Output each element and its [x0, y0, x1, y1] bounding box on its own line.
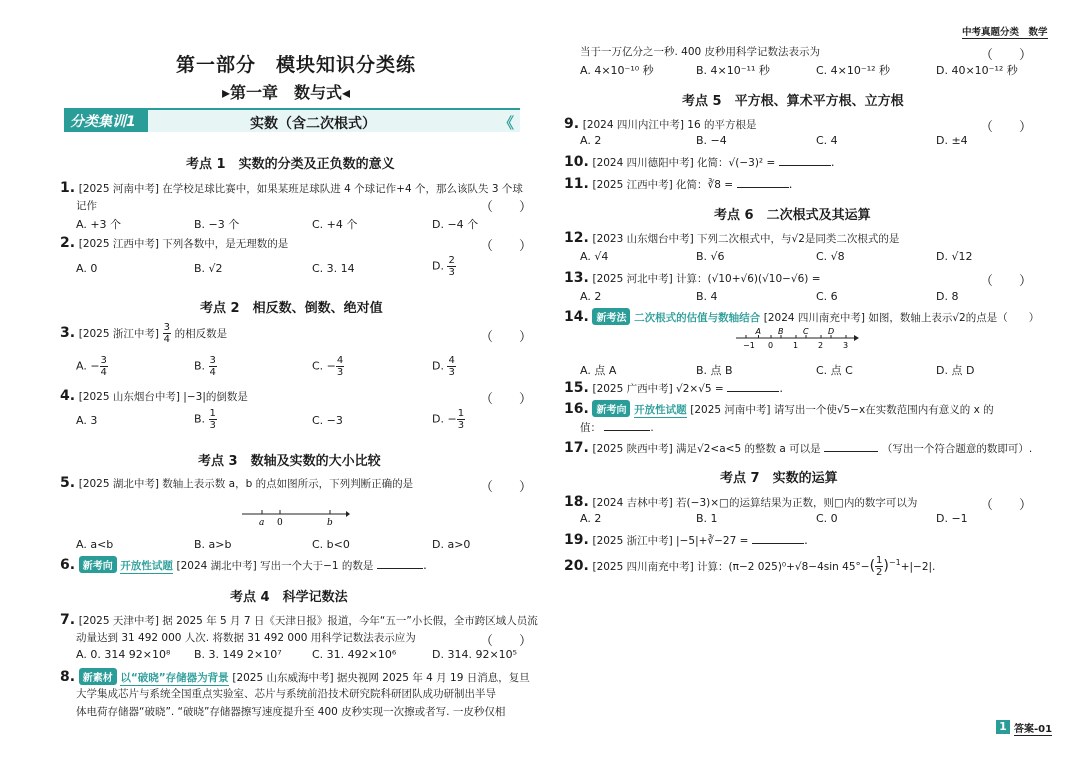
question-text: [2025 河南中考] 请写出一个使√5−x在实数范围内有意义的 x 的 [690, 404, 994, 416]
option-a: A. 2 [580, 512, 602, 525]
question-text: [2024 四川南充中考] 如图，数轴上表示√2的点是（ ） [763, 312, 1040, 324]
numerator: 4 [448, 355, 455, 366]
numerator: 3 [100, 355, 107, 366]
question-text: [2025 浙江中考] |−5|+∛−27 = [592, 535, 749, 547]
fraction [163, 322, 171, 345]
option-d: D. 40×10⁻¹² 秒 [936, 64, 1018, 77]
tick-label: 0 [768, 341, 774, 350]
numerator: 4 [336, 355, 344, 366]
fraction [447, 355, 455, 378]
question-text: （写出一个符合题意的数即可）. [881, 443, 1033, 455]
question-number: 1. [60, 180, 76, 196]
point-label: C [803, 327, 809, 336]
question-text: [2024 湖北中考] 写出一个大于−1 的数是 [176, 560, 374, 572]
option-b: B. −4 [696, 134, 727, 147]
new-method-tag: 新考法 [592, 308, 630, 325]
option-d: D. √12 [936, 250, 973, 263]
number-line-diagram [240, 504, 350, 526]
question-text: [2025 天津中考] 据 2025 年 5 月 7 日《天津日报》报道，今年“五一”小长假，全市跨区域人员流 [78, 615, 538, 627]
paren-right: ) [883, 558, 889, 574]
denominator: 4 [100, 367, 107, 378]
fraction [209, 408, 217, 431]
question-text: 记作 [76, 200, 97, 212]
answer-paren: （ ） [980, 120, 1033, 135]
option-label: D. [432, 359, 444, 373]
number-line-diagram [736, 326, 860, 350]
option-label: B. [194, 412, 206, 426]
question-number: 6. [60, 557, 76, 573]
question-number: 16. [564, 401, 589, 417]
option-a: A. 0 [76, 262, 98, 275]
question-20 [564, 555, 935, 578]
question-text: [2024 四川德阳中考] 化简：√(−3)² = [592, 157, 776, 169]
question-text: [2025 湖北中考] 数轴上表示数 a，b 的点如图所示，下列判断正确的是 [78, 478, 414, 490]
tick-label: 1 [793, 341, 799, 350]
open-question-tag: 开放性试题 [120, 560, 173, 572]
paren-left: ( [869, 558, 876, 574]
question-text: [2025 江西中考] 下列各数中，是无理数的是 [78, 238, 289, 250]
denominator: 3 [448, 367, 455, 378]
denominator: 3 [209, 420, 216, 431]
option-d [432, 408, 465, 431]
question-2 [60, 235, 288, 251]
answer-page-label: 答案-01 [1014, 720, 1052, 736]
question-12 [564, 230, 899, 246]
fraction [336, 355, 344, 378]
question-16-cont: 值： . [580, 422, 654, 434]
denominator: 2 [876, 567, 883, 578]
option-d [432, 355, 456, 378]
option-a: A. +3 个 [76, 218, 122, 231]
question-number: 14. [564, 309, 589, 325]
denominator: 3 [457, 420, 465, 431]
question-text: [2025 河北中考] 计算：(√10+√6)(√10−√6) = [592, 273, 821, 285]
question-18 [564, 494, 917, 510]
point-label: B [778, 327, 784, 336]
question-text: [2025 广西中考] √2×√5 = [592, 383, 724, 395]
option-d [432, 255, 456, 278]
answer-blank[interactable] [737, 178, 789, 188]
option-c: C. b<0 [312, 538, 350, 551]
section-heading: 考点 6 二次根式及其运算 [714, 208, 871, 223]
question-text: 的相反数是 [174, 328, 228, 340]
question-text: [2024 四川内江中考] 16 的平方根是 [582, 119, 757, 131]
option-b: B. a>b [194, 538, 232, 551]
fraction [457, 408, 465, 431]
option-a: A. √4 [580, 250, 609, 263]
option-a: A. 2 [580, 134, 602, 147]
question-number: 11. [564, 176, 589, 192]
answer-blank[interactable] [752, 534, 804, 544]
question-number: 4. [60, 388, 76, 404]
option-c: C. +4 个 [312, 218, 358, 231]
numerator: 3 [163, 322, 171, 333]
question-text: [2025 陕西中考] 满足√2<a<5 的整数 a 可以是 [592, 443, 821, 455]
answer-paren: （ ） [980, 498, 1033, 513]
option-a: A. 2 [580, 290, 602, 303]
question-7 [60, 612, 538, 628]
option-d: D. −1 [936, 512, 968, 525]
question-11: 11. [2025 江西中考] 化简：∛8 = . [564, 176, 793, 192]
option-c: C. −3 [312, 414, 343, 427]
option-b: B. 1 [696, 512, 718, 525]
answer-paren: （ ） [480, 392, 533, 407]
option-label: B. [194, 359, 206, 373]
fraction [209, 355, 217, 378]
option-d: D. ±4 [936, 134, 968, 147]
option-label: D. − [432, 412, 457, 426]
option-d: D. 点 D [936, 364, 975, 377]
question-number: 5. [60, 475, 76, 491]
option-b: B. √6 [696, 250, 725, 263]
section-heading: 考点 4 科学记数法 [230, 590, 348, 605]
denominator: 4 [163, 334, 171, 345]
answer-paren: （ ） [480, 480, 533, 495]
exponent: −1 [888, 558, 901, 568]
chevron-left-icon: 《 [498, 114, 514, 132]
option-b: B. √2 [194, 262, 223, 275]
option-a: A. 点 A [580, 364, 617, 377]
question-number: 13. [564, 270, 589, 286]
tick-label: −1 [743, 341, 755, 350]
option-a: A. 3 [76, 414, 98, 427]
question-6: 6. 新考向 开放性试题 [2024 湖北中考] 写出一个大于−1 的数是 . [60, 557, 427, 573]
point-b-label: b [327, 518, 333, 526]
question-number: 20. [564, 558, 589, 574]
question-5 [60, 475, 413, 491]
option-d: D. 314. 92×10⁵ [432, 648, 518, 661]
section-heading: 考点 5 平方根、算术平方根、立方根 [682, 94, 904, 109]
question-14 [564, 308, 1039, 325]
option-b: B. 3. 149 2×10⁷ [194, 648, 282, 661]
topic-tag: 二次根式的估值与数轴结合 [634, 312, 761, 324]
question-number: 19. [564, 532, 589, 548]
option-b: B. −3 个 [194, 218, 240, 231]
option-label: C. − [312, 359, 336, 373]
option-c: C. 6 [816, 290, 838, 303]
question-text: 值： [580, 422, 601, 434]
option-c [312, 355, 344, 378]
answer-paren: （ ） [480, 634, 533, 649]
question-text: 体电荷存储器“破晓”. “破晓”存储器擦写速度提升至 400 皮秒实现一次擦或者写. 一皮秒仅相 [76, 706, 506, 718]
right-page [540, 0, 1080, 762]
chapter-title: ▸第一章 数与式◂ [222, 83, 351, 102]
option-c: C. 3. 14 [312, 262, 355, 275]
question-13 [564, 270, 821, 286]
point-label: A [755, 327, 761, 336]
new-direction-tag: 新考向 [592, 400, 630, 417]
section-heading: 考点 7 实数的运算 [720, 471, 838, 486]
question-17 [564, 440, 1032, 456]
question-text: [2023 山东烟台中考] 下列二次根式中，与√2是同类二次根式的是 [592, 233, 900, 245]
option-b [194, 408, 217, 431]
question-text: [2025 河南中考] 在学校足球比赛中，如果某班足球队进 4 个球记作+4 个，那么该队失 3 个球 [78, 183, 523, 195]
answer-blank[interactable] [727, 382, 779, 392]
answer-blank[interactable] [604, 421, 650, 431]
open-question-tag: 开放性试题 [634, 404, 687, 416]
question-text: [2025 浙江中考] [78, 328, 159, 340]
point-label: D [828, 327, 835, 336]
option-b: B. 4×10⁻¹¹ 秒 [696, 64, 770, 77]
answer-blank[interactable] [377, 559, 423, 569]
question-number: 3. [60, 325, 76, 341]
question-number: 2. [60, 235, 76, 251]
part-title: 第一部分 模块知识分类练 [176, 54, 417, 76]
answer-paren: （ ） [980, 274, 1033, 289]
question-text: [2024 吉林中考] 若(−3)×□的运算结果为正数，则□内的数字可以为 [592, 497, 918, 509]
question-number: 12. [564, 230, 589, 246]
question-number: 18. [564, 494, 589, 510]
new-direction-tag: 新考向 [79, 556, 117, 573]
option-c: C. 4 [816, 134, 838, 147]
question-15: 15. [2025 广西中考] √2×√5 = . [564, 380, 784, 396]
fraction [447, 255, 455, 278]
numerator: 1 [209, 408, 216, 419]
question-16 [564, 400, 994, 418]
answer-paren: （ ） [480, 200, 533, 215]
page-number: 1 [996, 720, 1010, 734]
question-10: 10. [2024 四川德阳中考] 化简：√(−3)² = . [564, 154, 835, 170]
numerator: 3 [209, 355, 216, 366]
denominator: 4 [209, 367, 216, 378]
background-tag: 以“破晓”存储器为背景 [120, 672, 229, 684]
fraction [100, 355, 108, 378]
question-text: +|−2|. [900, 561, 936, 573]
new-material-tag: 新素材 [79, 668, 117, 685]
question-number: 9. [564, 116, 580, 132]
answer-paren: （ ） [480, 330, 533, 345]
option-a: A. 4×10⁻¹⁰ 秒 [580, 64, 654, 77]
option-d: D. 8 [936, 290, 959, 303]
question-9 [564, 116, 757, 132]
question-4 [60, 388, 248, 404]
question-1 [60, 180, 523, 196]
section-heading: 考点 1 实数的分类及正负数的意义 [186, 157, 395, 172]
question-text: [2025 江西中考] 化简：∛8 = [592, 179, 734, 191]
question-number: 10. [564, 154, 589, 170]
answer-blank[interactable] [824, 442, 878, 452]
question-text: [2025 山东威海中考] 据央视网 2025 年 4 月 19 日消息，复旦 [232, 672, 530, 684]
option-a: A. 0. 314 92×10⁸ [76, 648, 171, 661]
option-c: C. √8 [816, 250, 845, 263]
option-c: C. 0 [816, 512, 838, 525]
option-b: B. 点 B [696, 364, 733, 377]
denominator: 3 [336, 367, 344, 378]
option-label: D. [432, 259, 444, 273]
question-8 [60, 668, 530, 686]
question-text: 动量达到 31 492 000 人次. 将数据 31 492 000 用科学记数法表示应为 [76, 632, 416, 644]
option-c: C. 31. 492×10⁶ [312, 648, 397, 661]
numerator: 2 [448, 255, 455, 266]
denominator: 3 [448, 267, 455, 278]
tick-label: 3 [843, 341, 849, 350]
question-number: 8. [60, 669, 76, 685]
question-text: 大学集成芯片与系统全国重点实验室、芯片与系统前沿技术研究院科研团队成功研制出半导 [76, 688, 496, 700]
question-text: 当于一万亿分之一秒. 400 皮秒用科学记数法表示为 [580, 46, 821, 58]
question-19: 19. [2025 浙江中考] |−5|+∛−27 = . [564, 532, 808, 548]
section-banner [64, 108, 520, 132]
option-c: C. 点 C [816, 364, 853, 377]
option-a [76, 355, 108, 378]
numerator: 1 [457, 408, 465, 419]
option-c: C. 4×10⁻¹² 秒 [816, 64, 891, 77]
banner-title: 实数（含二次根式） [250, 116, 376, 132]
tick-label: 2 [818, 341, 824, 350]
option-b [194, 355, 217, 378]
zero-label: 0 [277, 518, 283, 526]
question-3 [60, 322, 227, 345]
question-text: [2025 山东烟台中考] |−3|的倒数是 [78, 391, 248, 403]
option-label: A. − [76, 359, 100, 373]
option-a: A. a<b [76, 538, 114, 551]
point-a-label: a [259, 518, 265, 526]
option-b: B. 4 [696, 290, 718, 303]
answer-paren: （ ） [980, 48, 1033, 63]
section-heading: 考点 2 相反数、倒数、绝对值 [200, 301, 383, 316]
question-number: 17. [564, 440, 589, 456]
section-heading: 考点 3 数轴及实数的大小比较 [198, 454, 381, 469]
corner-header: 中考真题分类 数学 [962, 24, 1048, 39]
option-d: D. −4 个 [432, 218, 479, 231]
answer-blank[interactable] [779, 156, 831, 166]
option-d: D. a>0 [432, 538, 471, 551]
numerator: 1 [876, 555, 883, 566]
question-number: 7. [60, 612, 76, 628]
question-text: [2025 四川南充中考] 计算：(π−2 025)⁰+√8−4sin 45°− [592, 561, 870, 573]
banner-tag: 分类集训1 [64, 108, 148, 132]
answer-paren: （ ） [480, 239, 533, 254]
question-number: 15. [564, 380, 589, 396]
